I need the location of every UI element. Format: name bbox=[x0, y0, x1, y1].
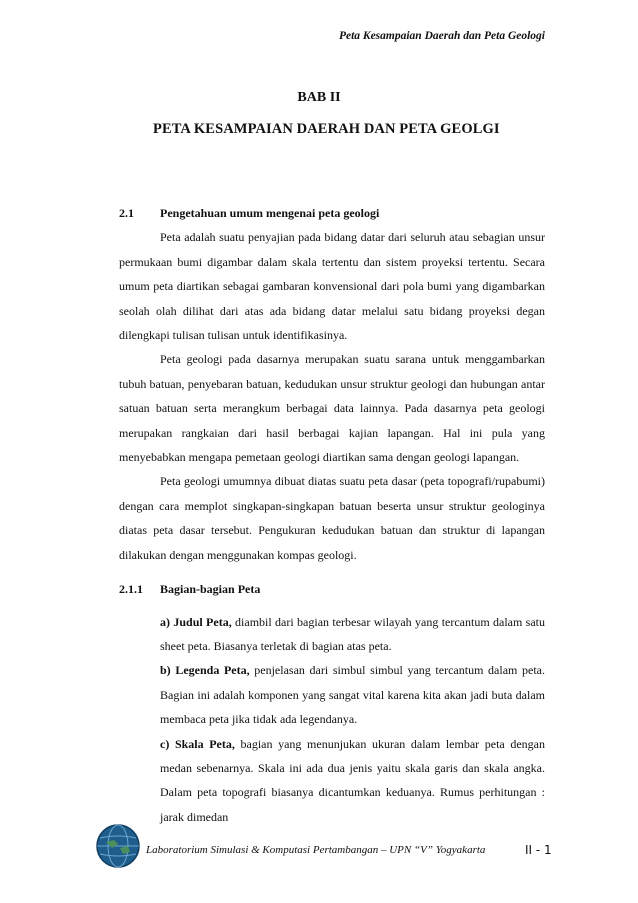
paragraph: Peta geologi pada dasarnya merupakan suatu sarana untuk menggambarkan tubuh batuan, penyebaran batuan, kedudukan unsur struktur geologi dan hubungan antar satuan batuan serta merangkum berbagai data lainnya. Pada dasarnya peta geologi merupakan rangkaian dari hasil berbagai kajian lapangan. Hal ini pula yang menyebabkan mengapa pemetaan geologi diartikan sama dengan geologi lapangan. bbox=[119, 352, 545, 465]
list-item-text: diambil dari bagian terbesar wilayah yang tercantum dalam satu sheet peta. Biasanya terletak di bagian atas peta. bbox=[160, 614, 546, 653]
list-item-term: Judul Peta, bbox=[173, 614, 232, 629]
list-item-marker: c) bbox=[160, 736, 170, 751]
list-item-text: bagian yang menunjukan ukuran dalam lembar peta dengan medan sebenarnya. Skala ini ada dua jenis yaitu skala garis dan skala angka. Dalam peta topografi biasanya dicantumkan keduanya. Rumus perhitungan : jarak dimedan bbox=[160, 736, 545, 824]
subsection-heading bbox=[119, 577, 545, 601]
list-item-term: Skala Peta, bbox=[174, 736, 235, 751]
list-item-marker: a) bbox=[160, 614, 170, 629]
globe-logo-icon bbox=[96, 824, 140, 868]
section-number: 2.1 bbox=[119, 206, 134, 220]
list-item-term: Legenda Peta, bbox=[175, 663, 250, 678]
chapter-title: PETA KESAMPAIAN DAERAH DAN PETA GEOLGI bbox=[153, 121, 500, 137]
page-body bbox=[119, 201, 545, 829]
section-title: Pengetahuan umum mengenai peta geologi bbox=[160, 206, 380, 220]
section-heading bbox=[119, 201, 545, 225]
chapter-label: BAB II bbox=[297, 90, 341, 105]
running-header: Peta Kesampaian Daerah dan Peta Geologi bbox=[338, 30, 545, 42]
paragraph: Peta adalah suatu penyajian pada bidang datar dari seluruh atau sebagian unsur permukaan bumi digambar dalam skala tertentu dan sistem proyeksi tertentu. Secara umum peta diartikan sebagai gambaran konvensional dari pola bumi yang digambarkan seolah olah dilihat dari atas ada bidang datar melalui satu bidang proyeksi degan dilengkapi tulisan tulisan untuk identifikasinya. bbox=[119, 230, 545, 343]
subsection-number: 2.1.1 bbox=[119, 582, 143, 597]
list-item bbox=[160, 658, 545, 731]
list-item bbox=[160, 610, 545, 659]
paragraph: Peta geologi umumnya dibuat diatas suatu peta dasar (peta topografi/rupabumi) dengan cara memplot singkapan-singkapan batuan beserta unsur struktur geologinya diatas peta dasar tersebut. Pengukuran kedudukan batuan dan struktur di lapangan dilakukan dengan menggunakan kompas geologi. bbox=[119, 474, 545, 562]
page-number: II - 1 bbox=[525, 843, 552, 857]
subsection-title: Bagian-bagian Peta bbox=[160, 582, 261, 597]
footer-institution: Laboratorium Simulasi & Komputasi Pertambangan – UPN “V” Yogyakarta bbox=[146, 844, 486, 856]
list-item-text: penjelasan dari simbul simbul yang tercantum dalam peta. Bagian ini adalah komponen yang sangat vital karena kita akan jadi buta dalam membaca peta jika tidak ada legendanya. bbox=[160, 663, 545, 727]
list-item-marker: b) bbox=[160, 663, 171, 678]
list-item bbox=[160, 732, 545, 830]
